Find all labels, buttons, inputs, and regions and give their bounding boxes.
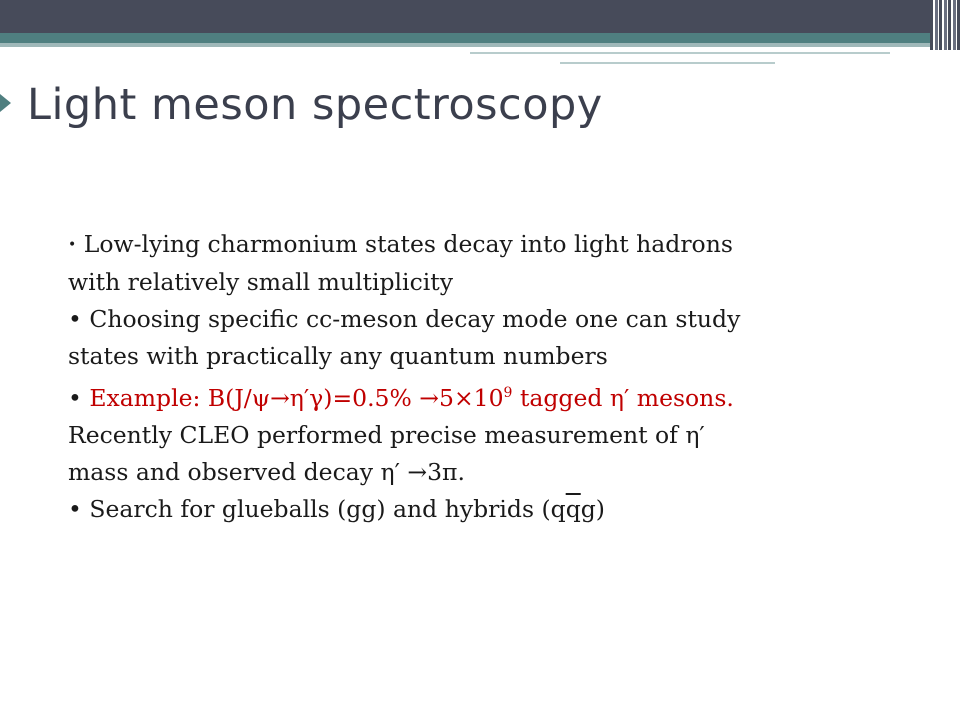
header-band-teal <box>0 33 960 43</box>
header-band-dark <box>0 0 960 33</box>
bullet-marker: • <box>68 237 77 253</box>
bullet-text: with relatively small multiplicity <box>68 268 453 296</box>
bullet-text: Recently CLEO performed precise measurement of η′ <box>68 421 705 449</box>
slide-body <box>68 226 898 528</box>
example-text <box>89 384 734 412</box>
bullet-text: mass and observed decay η′ →3π. <box>68 458 465 486</box>
bullet-marker: • <box>68 384 82 412</box>
example-exponent: 9 <box>503 385 513 401</box>
decorative-stripes <box>930 0 960 50</box>
bullet-text: Search for glueballs (gg) and hybrids (q <box>89 495 566 523</box>
decorative-line <box>560 62 775 64</box>
bullet-text: Choosing specific cc-meson decay mode one can study <box>89 305 741 333</box>
bullet-text: states with practically any quantum numbers <box>68 342 608 370</box>
decorative-line <box>470 52 890 54</box>
bullet-text: Low-lying charmonium states decay into light hadrons <box>83 230 733 258</box>
title-arrow-icon <box>0 94 11 112</box>
bullet-1 <box>68 226 898 301</box>
bullet-marker: • <box>68 305 82 333</box>
header-band-light <box>0 43 960 47</box>
bullet-2 <box>68 301 898 375</box>
bullet-3 <box>68 375 898 491</box>
example-formula: Example: B(J/ψ→η′γ)=0.5% →5×10 <box>89 384 504 412</box>
antiquark-symbol: $\overline{q}$ <box>565 495 581 523</box>
bullet-marker: • <box>68 495 82 523</box>
example-tail: tagged η′ mesons. <box>512 384 734 412</box>
bullet-text-end: g) <box>580 495 605 523</box>
slide-title: Light meson spectroscopy <box>27 80 603 130</box>
bullet-4 <box>68 491 898 528</box>
